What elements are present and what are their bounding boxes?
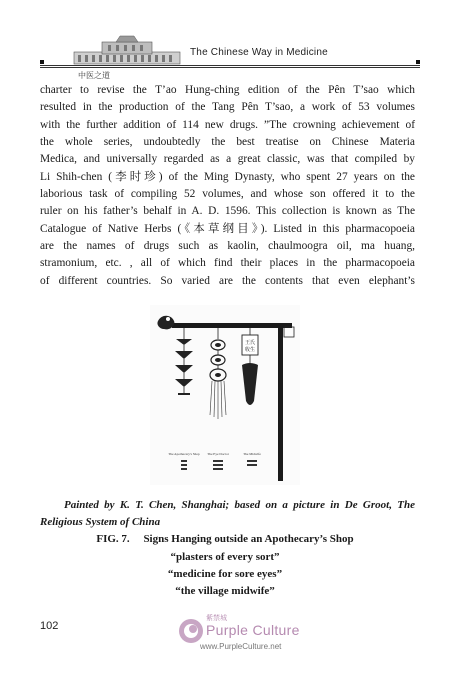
illustration-svg <box>150 305 300 485</box>
page-number: 102 <box>40 620 59 632</box>
figure-title-text: Signs Hanging outside an Apothecary’s Shop <box>143 533 354 545</box>
watermark-url: www.PurpleCulture.net <box>200 642 282 651</box>
body-text <box>40 82 415 290</box>
sign-label-eye-doctor: The Eye Doctor <box>207 452 229 456</box>
header-dot-left <box>40 60 44 64</box>
body-line: charter to revise the T’ao Hung-ching edition of the Pên T’sao which <box>40 84 415 96</box>
body-line: stramonium, etc. , all of which find their places in the pharmacopoeia <box>40 257 415 270</box>
purple-culture-logo-icon <box>178 618 204 644</box>
body-line: Catalogue of Native Herbs (《本草纲目》). Listed in this pharmacopoeia <box>40 222 415 235</box>
figure-subcaption: “the village midwife” <box>175 585 275 597</box>
header-rule <box>40 65 420 66</box>
credit-line: Painted by K. T. Chen, Shanghai; based on a picture in De Groot, The <box>64 499 415 511</box>
body-line: the whole series, undoubtedly the best treatise on Chinese Materia <box>40 136 415 149</box>
building-icon <box>72 34 182 66</box>
body-line: ruler on his father’s behalf in A. D. 1596. This collection is known as The <box>40 205 415 218</box>
figure-credit <box>40 497 415 531</box>
header-rule-thin <box>40 67 420 68</box>
body-line: Medica, and universally regarded as a great classic, was that compiled by <box>40 153 415 166</box>
header-dot-right <box>416 60 420 64</box>
body-line: are the names of drugs such as kaolin, chaulmoogra oil, ma huang, <box>40 240 415 253</box>
body-line: with the further addition of 114 new drugs. ”The crowning achievement of <box>40 118 415 131</box>
figure-title <box>0 533 450 545</box>
svg-text:收生: 收生 <box>244 347 256 353</box>
apothecary-signs-illustration <box>150 305 300 485</box>
watermark-name: Purple Culture <box>206 622 300 638</box>
svg-text:王氏: 王氏 <box>244 340 256 346</box>
credit-line: Religious System of China <box>40 516 161 528</box>
watermark-logo <box>178 612 328 660</box>
sign-label-midwife: The Midwife <box>243 452 261 456</box>
header-chinese-subtitle: 中医之道 <box>78 71 110 80</box>
body-line: Li Shih-chen (李时珍) of the Ming Dynasty, who spent 27 years on the <box>40 170 415 183</box>
watermark-chinese: 紫禁城 <box>206 614 227 622</box>
body-line: resulted in the production of the Tang Pên T’sao, a work of 53 volumes <box>40 101 415 114</box>
sign-label-apothecary: The Apothecary's Shop <box>168 452 200 456</box>
figure-subcaption: “medicine for sore eyes” <box>167 568 283 580</box>
figure-label: FIG. 7. <box>96 533 130 545</box>
running-header <box>40 34 420 80</box>
figure-subcaption: “plasters of every sort” <box>170 551 280 563</box>
header-title: The Chinese Way in Medicine <box>190 47 328 58</box>
body-line: laborious task of compiling 52 volumes, and whose son offered it to the <box>40 188 415 201</box>
body-line: of different countries. So varied are the contents that even elephant’s <box>40 274 415 287</box>
